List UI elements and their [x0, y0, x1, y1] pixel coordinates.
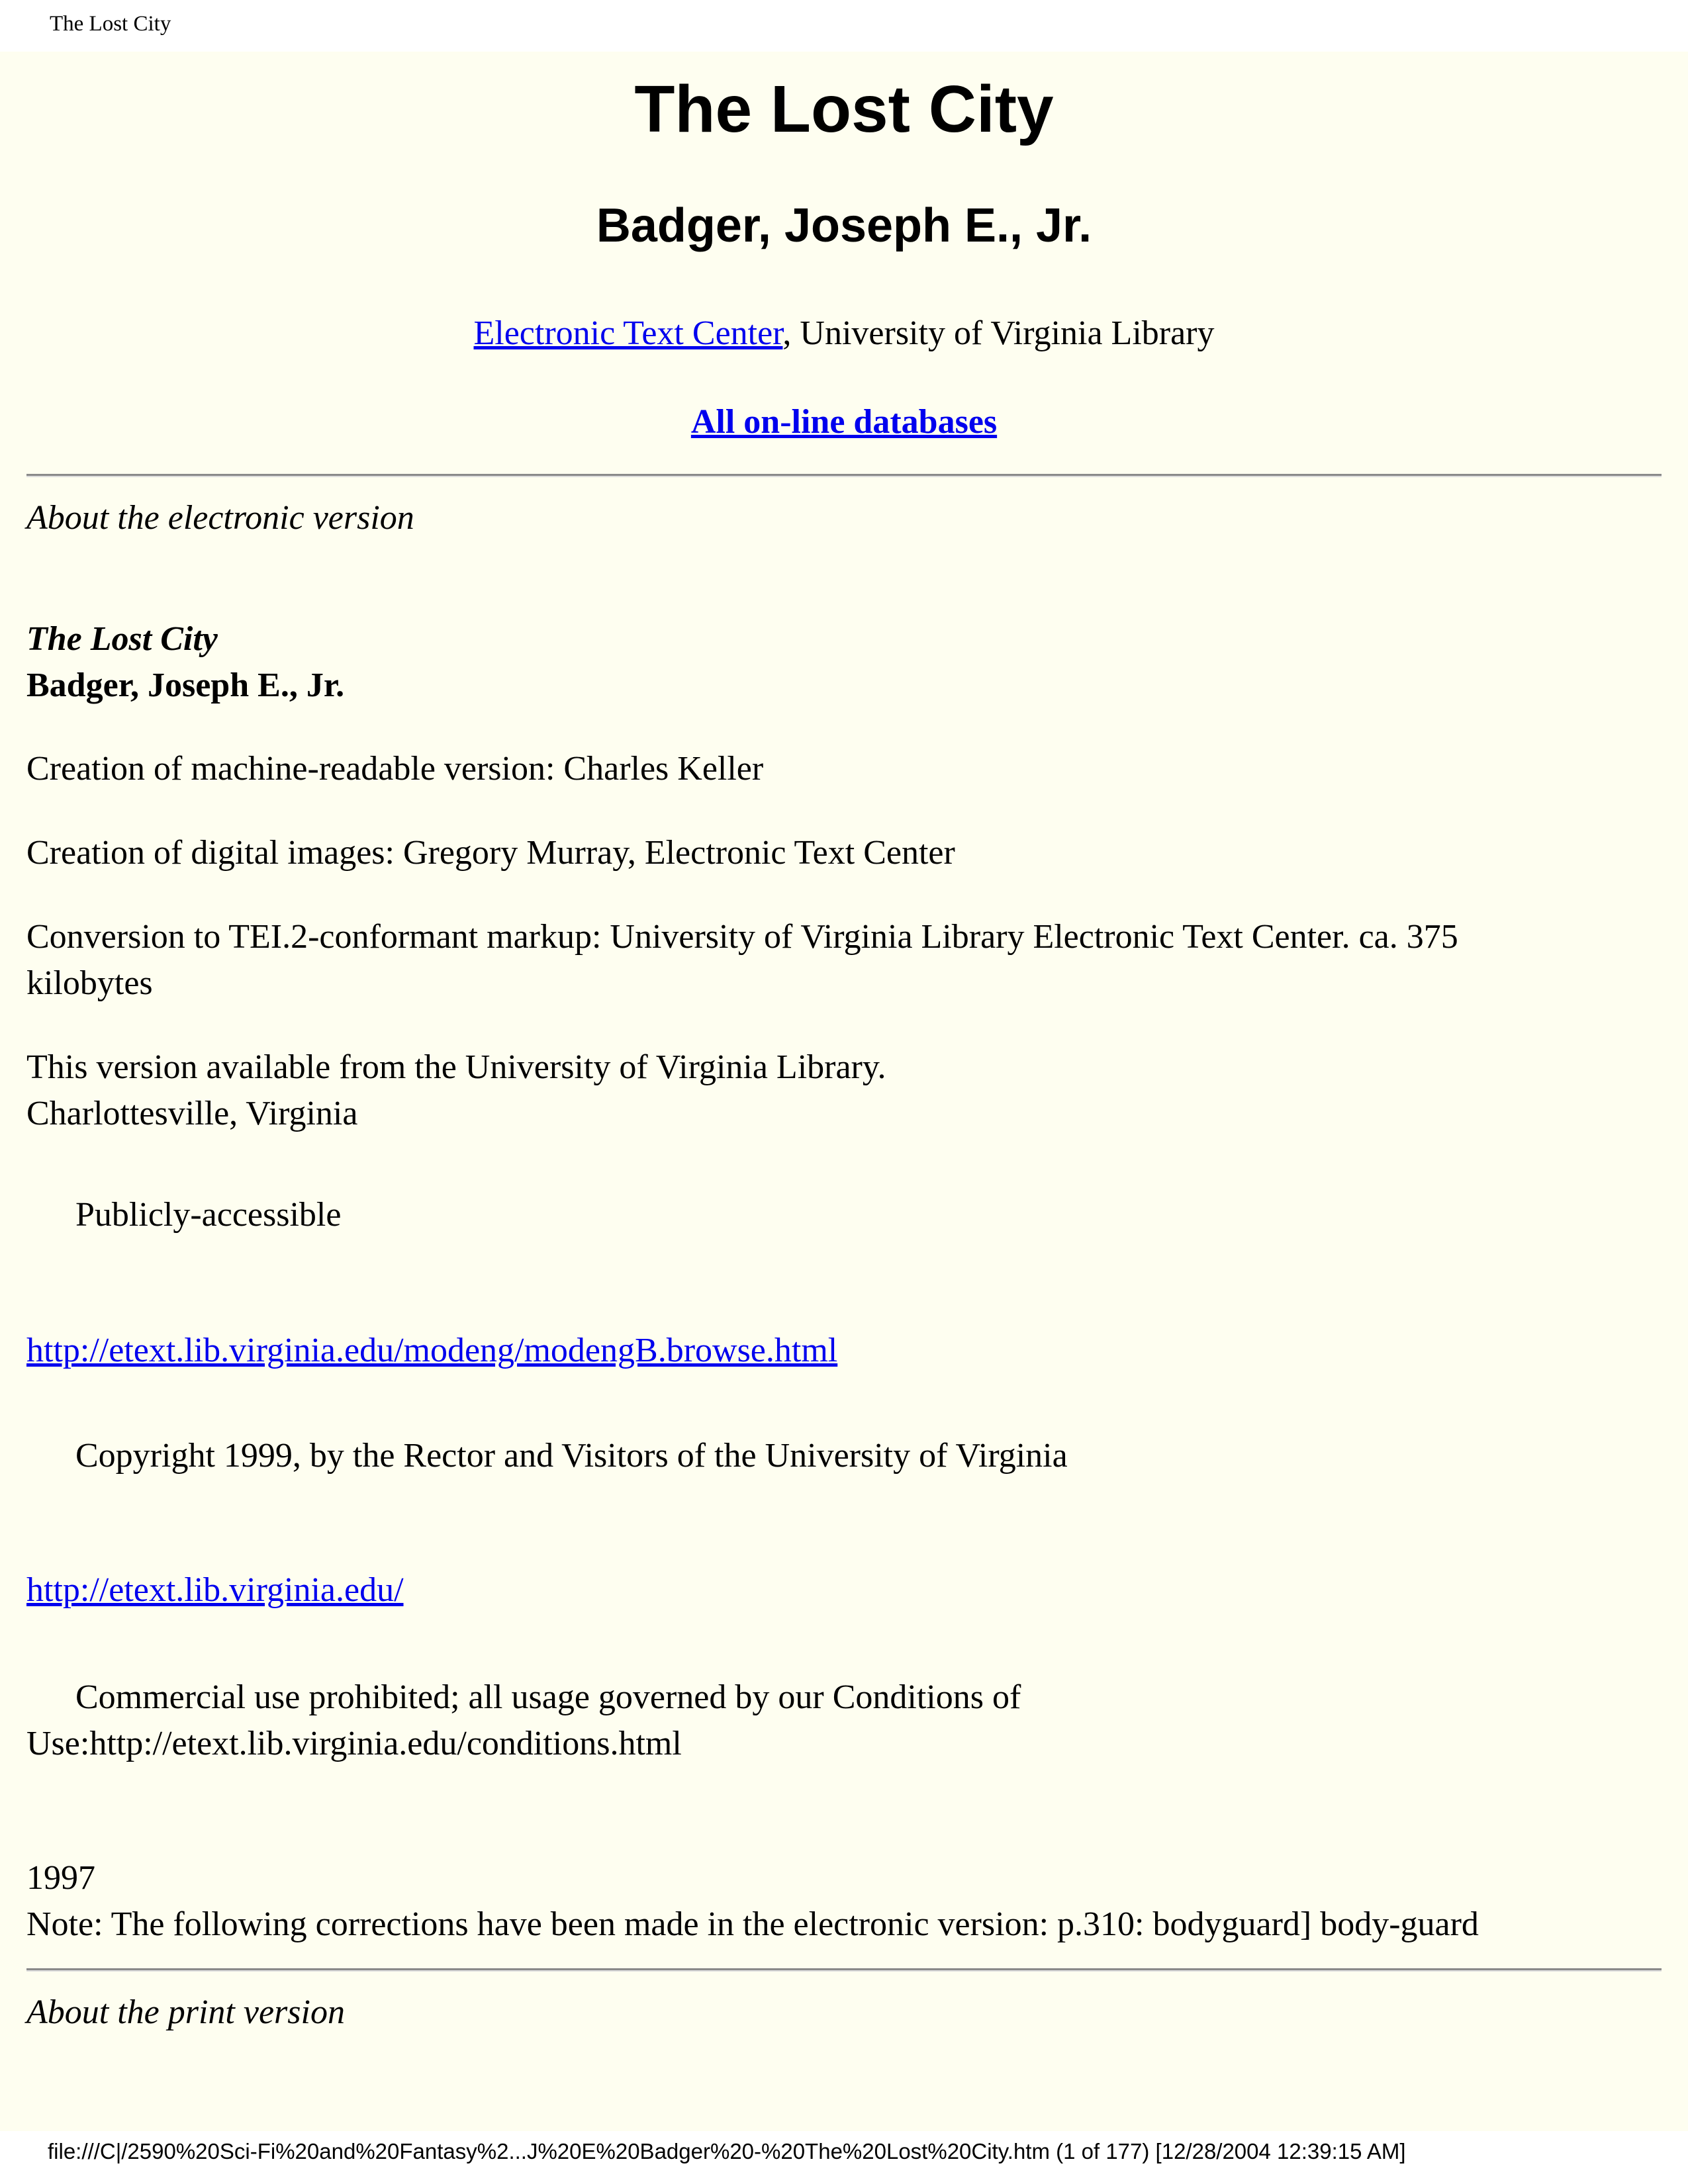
divider: [26, 474, 1662, 477]
copyright-notice: Copyright 1999, by the Rector and Visitors of the University of Virginia: [75, 1437, 1068, 1475]
conversion-credit-line1: Conversion to TEI.2-conformant markup: University of Virginia Library Electronic Text Center. ca. 375: [26, 918, 1458, 956]
availability-line1: This version available from the University of Virginia Library.: [26, 1048, 886, 1086]
etc-credit-line: [26, 314, 1662, 353]
all-online-databases-link[interactable]: All on-line databases: [690, 403, 998, 441]
availability-line2: Charlottesville, Virginia: [26, 1095, 358, 1132]
machine-readable-credit: Creation of machine-readable version: Charles Keller: [26, 750, 764, 788]
print-version-heading: About the print version: [26, 1993, 345, 2031]
browse-url-link[interactable]: http://etext.lib.virginia.edu/modeng/modengB.browse.html: [26, 1332, 838, 1369]
etext-url-link[interactable]: http://etext.lib.virginia.edu/: [26, 1571, 404, 1609]
page-area: [0, 52, 1688, 2131]
divider: [26, 1968, 1662, 1972]
commercial-use-line1: Commercial use prohibited; all usage governed by our Conditions of: [75, 1678, 1021, 1716]
print-footer: file:///C|/2590%20Sci-Fi%20and%20Fantasy%2...J%20E%20Badger%20-%20The%20Lost%20City.htm (1 of 177) [12/28/2004 12:39:15 AM]: [48, 2139, 1406, 2163]
electronic-text-center-link[interactable]: Electronic Text Center: [473, 314, 783, 352]
databases-line: [26, 402, 1662, 441]
access-status: Publicly-accessible: [75, 1196, 342, 1234]
commercial-use-line2: Use:http://etext.lib.virginia.edu/conditions.html: [26, 1725, 682, 1762]
publication-year: 1997: [26, 1859, 95, 1897]
book-author: Badger, Joseph E., Jr.: [26, 666, 345, 704]
browse-url-line: [26, 1328, 837, 1374]
page-title: The Lost City: [634, 72, 1054, 146]
digital-images-credit: Creation of digital images: Gregory Murray, Electronic Text Center: [26, 834, 955, 872]
etext-url-line: [26, 1567, 404, 1614]
electronic-version-heading: About the electronic version: [26, 499, 414, 537]
book-title: The Lost City: [26, 620, 218, 658]
print-header: The Lost City: [50, 12, 171, 36]
author-heading: Badger, Joseph E., Jr.: [596, 199, 1092, 252]
etc-credit-rest: , University of Virginia Library: [782, 314, 1215, 352]
conversion-credit-line2: kilobytes: [26, 964, 153, 1002]
corrections-note: Note: The following corrections have been made in the electronic version: p.310: bodyguard] body-guard: [26, 1905, 1479, 1943]
